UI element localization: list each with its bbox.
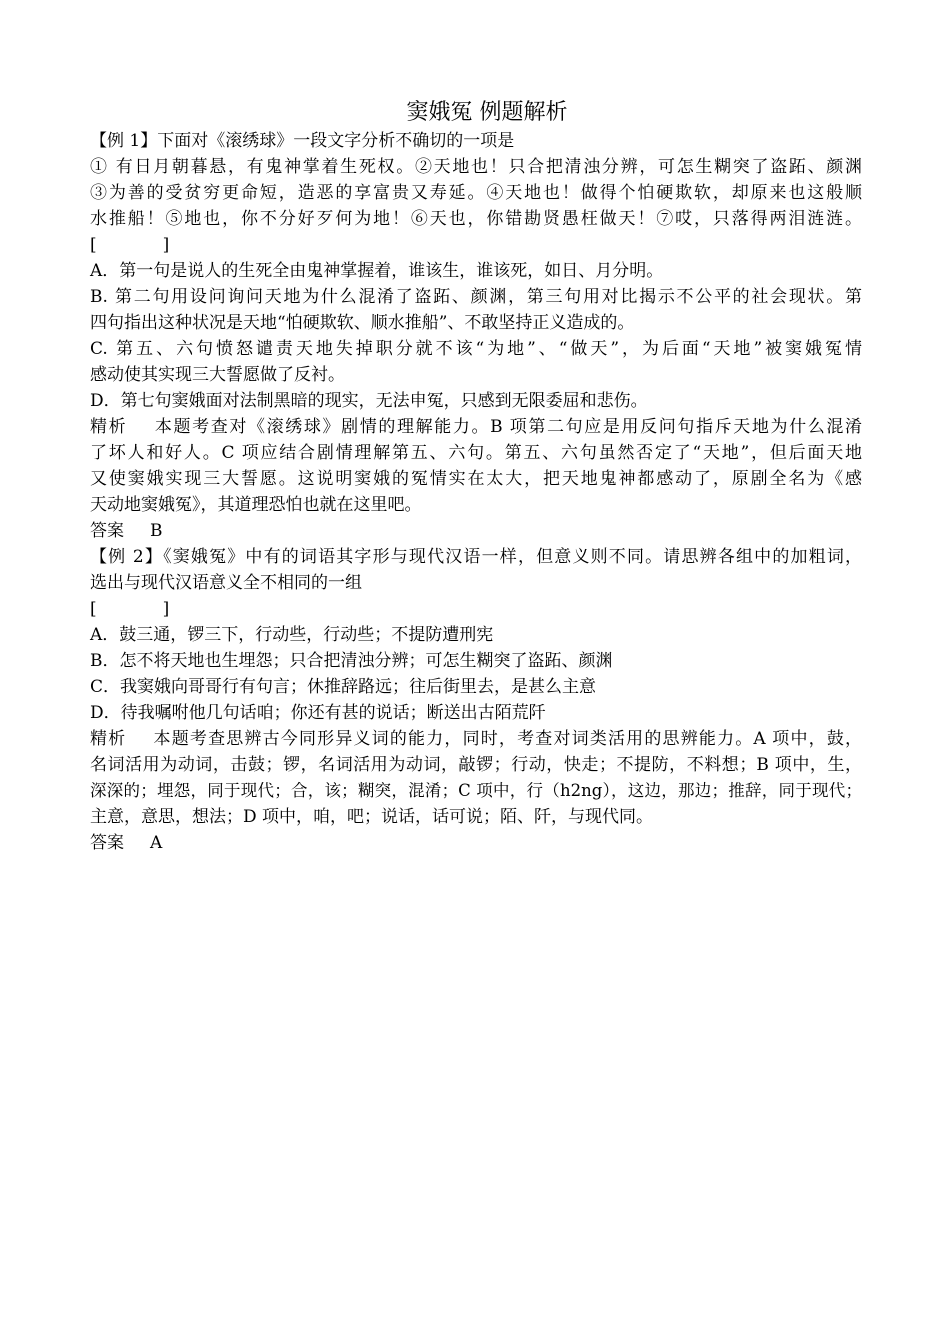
- example1-option-a: A．第一句是说人的生死全由鬼神掌握着，谁该生，谁该死，如日、月分明。: [90, 261, 664, 281]
- answer-label: 答案: [90, 521, 124, 541]
- example2-answer: [90, 830, 862, 856]
- example1-option-b-line-2: 四句指出这种状况是天地“怕硬欺软、顺水推船”、不敢坚持正义造成的。: [90, 313, 635, 333]
- example2-option-b: B．怎不将天地也生埋怨；只合把清浊分辨；可怎生糊突了盗跖、颜渊: [90, 651, 613, 671]
- example2-answer-bracket: [90, 596, 862, 622]
- answer-label: 答案: [90, 833, 124, 853]
- example1-analysis-line-3: 又使窦娥实现三大誓愿。这说明窦娥的冤情实在太大，把天地鬼神都感动了，原剧全名为《感: [90, 469, 862, 489]
- example1-analysis-line-2: 了坏人和好人。C 项应结合剧情理解第五、六句。第五、六句虽然否定了“天地”，但后面天地: [90, 443, 862, 463]
- analysis-text: 本题考查对《滚绣球》剧情的理解能力。B 项第二句应是用反问句指斥天地为什么混淆: [153, 417, 862, 437]
- bracket-close: ]: [162, 599, 170, 619]
- bracket-open: [: [90, 235, 97, 255]
- example1-answer-bracket: [90, 232, 862, 258]
- example1-analysis-line-4: 天动地窦娥冤》，其道理恐怕也就在这里吧。: [90, 495, 422, 515]
- example1-passage-line-1: ① 有日月朝暮悬，有鬼神掌着生死权。②天地也！只合把清浊分辨，可怎生糊突了盗跖、颜渊: [90, 157, 862, 177]
- document-page: [90, 98, 862, 856]
- page-title: 窦娥冤 例题解析: [406, 100, 568, 125]
- example2-question-line-1: 【例 2】《窦娥冤》中有的词语其字形与现代汉语一样，但意义则不同。请思辨各组中的加粗词，: [90, 547, 862, 567]
- example1-question: 【例 1】下面对《滚绣球》一段文字分析不确切的一项是: [90, 131, 515, 151]
- example2-analysis-line-3: 深深的；埋怨，同于现代；合，该；糊突，混淆；C 项中，行（h2ng），这边，那边；推辞，同于现代；: [90, 781, 862, 800]
- example2-option-c: C．我窦娥向哥哥行有句言；休推辞路远；往后街里去，是甚么主意: [90, 677, 597, 697]
- example2-analysis-line-2: 名词活用为动词，击鼓；锣，名词活用为动词，敲锣；行动，快走；不提防，不料想；B 项中，生，: [90, 755, 862, 775]
- analysis-label: 精析: [90, 417, 128, 437]
- analysis-label: 精析: [90, 729, 127, 749]
- example2-question-line-2: 选出与现代汉语意义全不相同的一组: [90, 573, 362, 593]
- example1-option-c-line-1: C. 第五、六句愤怒谴责天地失掉职分就不该“为地”、“做天”，为后面“天地”被窦娥冤情: [90, 339, 862, 359]
- example1-option-c-line-2: 感动使其实现三大誓愿做了反衬。: [90, 365, 345, 385]
- bracket-open: [: [90, 599, 97, 619]
- example1-option-d: D．第七句窦娥面对法制黑暗的现实，无法申冤，只感到无限委屈和悲伤。: [90, 391, 648, 411]
- example2-analysis-line-4: 主意，意思，想法；D 项中，咱，吧；说话，话可说；陌、阡，与现代同。: [90, 807, 654, 827]
- answer-value: A: [150, 833, 163, 853]
- example1-passage-line-3: 水推船！⑤地也，你不分好歹何为地！⑥天也，你错勘贤愚枉做天！⑦哎，只落得两泪涟涟。: [90, 209, 862, 229]
- bracket-close: ]: [162, 235, 170, 255]
- example1-option-b-line-1: B. 第二句用设问询问天地为什么混淆了盗跖、颜渊，第三句用对比揭示不公平的社会现状。第: [90, 287, 862, 307]
- analysis-text: 本题考查思辨古今同形异义词的能力，同时，考查对词类活用的思辨能力。A 项中，鼓，: [152, 729, 862, 749]
- example2-option-d: D．待我嘱咐他几句话咱；你还有甚的说话；断送出古陌荒阡: [90, 703, 546, 723]
- example1-analysis-line-1: [90, 414, 862, 440]
- example1-answer: [90, 518, 862, 544]
- example1-passage-line-2: ③为善的受贫穷更命短，造恶的享富贵又寿延。④天地也！做得个怕硬欺软，却原来也这般顺: [90, 183, 862, 203]
- answer-value: B: [150, 521, 163, 541]
- example2-option-a: A．鼓三通，锣三下，行动些，行动些；不提防遭刑宪: [90, 625, 494, 645]
- example2-analysis-line-1: [90, 726, 862, 752]
